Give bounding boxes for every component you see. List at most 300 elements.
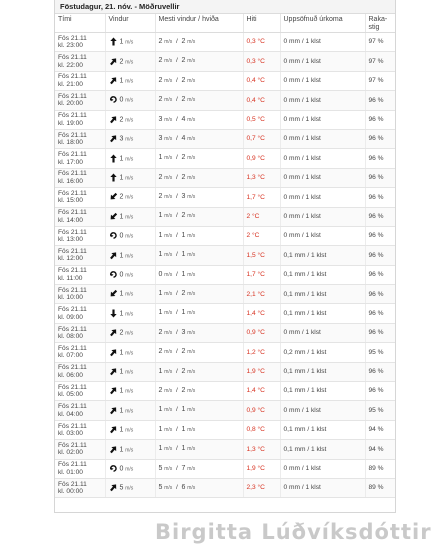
wind-cell bbox=[105, 149, 155, 168]
precipitation-cell: 0 mm / 1 klst bbox=[280, 226, 365, 245]
hour-text: kl. 23:00 bbox=[58, 42, 83, 50]
gust-wind-unit: m/s bbox=[187, 446, 196, 453]
gust-wind: 1 bbox=[181, 270, 186, 278]
time-cell bbox=[55, 382, 105, 401]
gust-wind: 2 bbox=[181, 212, 186, 220]
wind-unit: m/s bbox=[125, 175, 134, 182]
gust-wind: 1 bbox=[181, 406, 186, 414]
mean-wind: 2 bbox=[158, 173, 163, 181]
humidity-header-line1: Raka- bbox=[368, 16, 388, 23]
gust-wind: 2 bbox=[181, 348, 186, 356]
mean-wind-unit: m/s bbox=[164, 194, 173, 201]
wind-cell bbox=[105, 382, 155, 401]
temperature-cell: 0,9 °C bbox=[243, 149, 280, 168]
date-text: Fös 21.11 bbox=[58, 189, 87, 197]
humidity-cell: 96 % bbox=[365, 362, 395, 381]
temperature-cell: 2,3 °C bbox=[243, 478, 280, 497]
precipitation-cell: 0 mm / 1 klst bbox=[280, 207, 365, 226]
gust-wind: 1 bbox=[181, 251, 186, 259]
mean-wind: 5 bbox=[158, 464, 163, 472]
mean-wind: 0 bbox=[158, 270, 163, 278]
table-row bbox=[55, 246, 395, 265]
gust-wind: 2 bbox=[181, 57, 186, 65]
precipitation-cell: 0 mm / 1 klst bbox=[280, 149, 365, 168]
date-text: Fös 21.11 bbox=[58, 306, 87, 314]
precipitation-cell: 0,1 mm / 1 klst bbox=[280, 382, 365, 401]
table-row bbox=[55, 226, 395, 245]
time-cell bbox=[55, 265, 105, 284]
temperature-cell: 1,4 °C bbox=[243, 382, 280, 401]
precipitation-cell: 0 mm / 1 klst bbox=[280, 478, 365, 497]
gust-cell: 1 m/s / 2 m/s bbox=[155, 285, 243, 304]
wind-speed: 1 bbox=[119, 154, 124, 162]
mean-wind-unit: m/s bbox=[164, 38, 173, 45]
table-row bbox=[55, 91, 395, 110]
gust-wind: 2 bbox=[181, 386, 186, 394]
wind-unit: m/s bbox=[125, 194, 134, 201]
date-text: Fös 21.11 bbox=[58, 267, 87, 275]
precipitation-cell: 0 mm / 1 klst bbox=[280, 168, 365, 187]
precipitation-cell: 0,1 mm / 1 klst bbox=[280, 285, 365, 304]
mean-wind: 5 bbox=[158, 483, 163, 491]
mean-wind: 2 bbox=[158, 348, 163, 356]
wind-cell bbox=[105, 188, 155, 207]
gust-cell: 1 m/s / 1 m/s bbox=[155, 246, 243, 265]
date-text: Fös 21.11 bbox=[58, 344, 87, 352]
wind-speed: 1 bbox=[119, 310, 124, 318]
date-text: Fös 21.11 bbox=[58, 92, 87, 100]
wind-cell bbox=[105, 285, 155, 304]
mean-wind: 3 bbox=[158, 134, 163, 142]
gust-wind-unit: m/s bbox=[187, 194, 196, 201]
wind-cell bbox=[105, 440, 155, 459]
wind-speed: 2 bbox=[119, 193, 124, 201]
wind-speed: 1 bbox=[119, 38, 124, 46]
time-cell bbox=[55, 304, 105, 323]
humidity-cell: 97 % bbox=[365, 71, 395, 90]
date-text: Fös 21.11 bbox=[58, 54, 87, 62]
mean-wind-unit: m/s bbox=[164, 465, 173, 472]
mean-wind-unit: m/s bbox=[164, 77, 173, 84]
table-row bbox=[55, 33, 395, 52]
precipitation-cell: 0,1 mm / 1 klst bbox=[280, 362, 365, 381]
gust-wind-unit: m/s bbox=[187, 329, 196, 336]
wind-direction-arrow-icon bbox=[109, 289, 118, 298]
wind-cell bbox=[105, 323, 155, 342]
wind-direction-arrow-icon bbox=[109, 445, 118, 454]
wind-cell bbox=[105, 52, 155, 71]
gust-wind: 4 bbox=[181, 115, 186, 123]
gust-wind: 2 bbox=[181, 37, 186, 45]
mean-wind-unit: m/s bbox=[164, 407, 173, 414]
wind-speed: 0 bbox=[119, 96, 124, 104]
table-row bbox=[55, 343, 395, 362]
mean-wind: 2 bbox=[158, 57, 163, 65]
date-text: Fös 21.11 bbox=[58, 247, 87, 255]
temperature-cell: 1,5 °C bbox=[243, 246, 280, 265]
table-header-row bbox=[55, 14, 395, 33]
wind-unit: m/s bbox=[125, 446, 134, 453]
wind-speed: 1 bbox=[119, 387, 124, 395]
temperature-cell: 0,5 °C bbox=[243, 110, 280, 129]
col-header-precip[interactable]: Uppsöfnuð úrkoma bbox=[280, 14, 365, 33]
wind-cell bbox=[105, 168, 155, 187]
calm-wind-icon bbox=[109, 270, 118, 279]
calm-wind-icon bbox=[109, 95, 118, 104]
gust-wind-unit: m/s bbox=[187, 407, 196, 414]
gust-cell: 2 m/s / 2 m/s bbox=[155, 343, 243, 362]
wind-direction-arrow-icon bbox=[109, 309, 118, 318]
temperature-cell: 0,4 °C bbox=[243, 91, 280, 110]
gust-wind: 7 bbox=[181, 464, 186, 472]
calm-wind-icon bbox=[109, 231, 118, 240]
wind-direction-arrow-icon bbox=[109, 348, 118, 357]
date-text: Fös 21.11 bbox=[58, 170, 87, 178]
humidity-cell: 96 % bbox=[365, 246, 395, 265]
table-row bbox=[55, 207, 395, 226]
hour-text: kl. 14:00 bbox=[58, 216, 83, 224]
time-cell bbox=[55, 188, 105, 207]
hour-text: kl. 16:00 bbox=[58, 177, 83, 185]
temperature-cell: 2,1 °C bbox=[243, 285, 280, 304]
time-cell bbox=[55, 478, 105, 497]
col-header-temp[interactable]: Hiti bbox=[243, 14, 280, 33]
mean-wind-unit: m/s bbox=[164, 116, 173, 123]
mean-wind-unit: m/s bbox=[164, 446, 173, 453]
hour-text: kl. 15:00 bbox=[58, 197, 83, 205]
humidity-cell: 96 % bbox=[365, 188, 395, 207]
wind-speed: 0 bbox=[119, 271, 124, 279]
time-cell bbox=[55, 168, 105, 187]
wind-direction-arrow-icon bbox=[109, 328, 118, 337]
gust-cell: 2 m/s / 2 m/s bbox=[155, 382, 243, 401]
mean-wind: 2 bbox=[158, 96, 163, 104]
gust-wind-unit: m/s bbox=[187, 291, 196, 298]
mean-wind: 1 bbox=[158, 445, 163, 453]
time-cell bbox=[55, 246, 105, 265]
wind-unit: m/s bbox=[125, 330, 134, 337]
precipitation-cell: 0,1 mm / 1 klst bbox=[280, 246, 365, 265]
temperature-cell: 2 °C bbox=[243, 207, 280, 226]
gust-cell: 1 m/s / 1 m/s bbox=[155, 304, 243, 323]
gust-wind-unit: m/s bbox=[187, 174, 196, 181]
hour-text: kl. 05:00 bbox=[58, 391, 83, 399]
precipitation-cell: 0 mm / 1 klst bbox=[280, 91, 365, 110]
gust-cell: 3 m/s / 4 m/s bbox=[155, 110, 243, 129]
wind-speed: 2 bbox=[119, 329, 124, 337]
table-row bbox=[55, 265, 395, 284]
time-cell bbox=[55, 52, 105, 71]
time-cell bbox=[55, 285, 105, 304]
table-title: Föstudagur, 21. nóv. - Möðruvellir bbox=[55, 0, 395, 14]
wind-speed: 1 bbox=[119, 251, 124, 259]
wind-speed: 1 bbox=[119, 445, 124, 453]
date-text: Fös 21.11 bbox=[58, 151, 87, 159]
table-row bbox=[55, 304, 395, 323]
time-cell bbox=[55, 129, 105, 148]
wind-unit: m/s bbox=[125, 388, 134, 395]
date-text: Fös 21.11 bbox=[58, 286, 87, 294]
gust-cell: 1 m/s / 2 m/s bbox=[155, 149, 243, 168]
date-text: Fös 21.11 bbox=[58, 112, 87, 120]
gust-wind: 1 bbox=[181, 309, 186, 317]
temperature-cell: 1,3 °C bbox=[243, 440, 280, 459]
precipitation-cell: 0 mm / 1 klst bbox=[280, 401, 365, 420]
temperature-cell: 1,7 °C bbox=[243, 188, 280, 207]
mean-wind-unit: m/s bbox=[164, 291, 173, 298]
humidity-cell: 96 % bbox=[365, 168, 395, 187]
gust-wind-unit: m/s bbox=[187, 310, 196, 317]
humidity-cell: 96 % bbox=[365, 207, 395, 226]
mean-wind-unit: m/s bbox=[164, 232, 173, 239]
temperature-cell: 1,3 °C bbox=[243, 168, 280, 187]
humidity-cell: 95 % bbox=[365, 401, 395, 420]
table-row bbox=[55, 168, 395, 187]
mean-wind-unit: m/s bbox=[164, 426, 173, 433]
mean-wind: 2 bbox=[158, 328, 163, 336]
wind-direction-arrow-icon bbox=[109, 483, 118, 492]
gust-cell: 2 m/s / 2 m/s bbox=[155, 91, 243, 110]
humidity-cell: 96 % bbox=[365, 226, 395, 245]
mean-wind-unit: m/s bbox=[164, 349, 173, 356]
hour-text: kl. 00:00 bbox=[58, 488, 83, 496]
table-row bbox=[55, 362, 395, 381]
gust-cell: 2 m/s / 2 m/s bbox=[155, 33, 243, 52]
mean-wind: 2 bbox=[158, 76, 163, 84]
gust-cell: 5 m/s / 6 m/s bbox=[155, 478, 243, 497]
mean-wind-unit: m/s bbox=[164, 155, 173, 162]
mean-wind: 2 bbox=[158, 386, 163, 394]
wind-direction-arrow-icon bbox=[109, 425, 118, 434]
gust-wind-unit: m/s bbox=[187, 252, 196, 259]
table-row bbox=[55, 52, 395, 71]
wind-unit: m/s bbox=[125, 214, 134, 221]
table-row bbox=[55, 285, 395, 304]
gust-wind: 1 bbox=[181, 445, 186, 453]
temperature-cell: 1,2 °C bbox=[243, 343, 280, 362]
temperature-cell: 0,4 °C bbox=[243, 71, 280, 90]
gust-wind-unit: m/s bbox=[187, 368, 196, 375]
wind-direction-arrow-icon bbox=[109, 154, 118, 163]
wind-speed: 1 bbox=[119, 174, 124, 182]
humidity-cell: 94 % bbox=[365, 440, 395, 459]
gust-cell: 2 m/s / 3 m/s bbox=[155, 323, 243, 342]
table-body bbox=[55, 33, 395, 498]
table-row bbox=[55, 382, 395, 401]
humidity-cell: 97 % bbox=[365, 33, 395, 52]
wind-speed: 1 bbox=[119, 77, 124, 85]
wind-cell bbox=[105, 33, 155, 52]
wind-cell bbox=[105, 459, 155, 478]
precipitation-cell: 0 mm / 1 klst bbox=[280, 188, 365, 207]
gust-wind-unit: m/s bbox=[187, 58, 196, 65]
date-text: Fös 21.11 bbox=[58, 383, 87, 391]
gust-cell: 2 m/s / 2 m/s bbox=[155, 71, 243, 90]
mean-wind: 1 bbox=[158, 251, 163, 259]
wind-unit: m/s bbox=[125, 349, 134, 356]
gust-wind: 3 bbox=[181, 328, 186, 336]
mean-wind-unit: m/s bbox=[164, 97, 173, 104]
temperature-cell: 0,7 °C bbox=[243, 129, 280, 148]
hour-text: kl. 06:00 bbox=[58, 371, 83, 379]
temperature-cell: 0,9 °C bbox=[243, 323, 280, 342]
mean-wind: 1 bbox=[158, 406, 163, 414]
mean-wind: 1 bbox=[158, 290, 163, 298]
gust-wind: 6 bbox=[181, 483, 186, 491]
wind-unit: m/s bbox=[125, 58, 134, 65]
wind-cell bbox=[105, 110, 155, 129]
gust-wind: 4 bbox=[181, 134, 186, 142]
date-text: Fös 21.11 bbox=[58, 209, 87, 217]
wind-unit: m/s bbox=[125, 117, 134, 124]
gust-wind-unit: m/s bbox=[187, 135, 196, 142]
humidity-cell: 96 % bbox=[365, 304, 395, 323]
wind-unit: m/s bbox=[125, 155, 134, 162]
hour-text: kl. 11:00 bbox=[58, 274, 83, 282]
wind-direction-arrow-icon bbox=[109, 57, 118, 66]
hour-text: kl. 07:00 bbox=[58, 352, 83, 360]
hour-text: kl. 12:00 bbox=[58, 255, 83, 263]
wind-direction-arrow-icon bbox=[109, 115, 118, 124]
weather-table bbox=[55, 14, 395, 498]
mean-wind: 1 bbox=[158, 309, 163, 317]
gust-wind: 2 bbox=[181, 76, 186, 84]
humidity-cell: 96 % bbox=[365, 382, 395, 401]
precipitation-cell: 0,1 mm / 1 klst bbox=[280, 265, 365, 284]
mean-wind-unit: m/s bbox=[164, 174, 173, 181]
hour-text: kl. 20:00 bbox=[58, 100, 83, 108]
humidity-cell: 96 % bbox=[365, 129, 395, 148]
wind-unit: m/s bbox=[125, 97, 134, 104]
time-cell bbox=[55, 91, 105, 110]
date-text: Fös 21.11 bbox=[58, 325, 87, 333]
gust-cell: 1 m/s / 1 m/s bbox=[155, 440, 243, 459]
temperature-cell: 2 °C bbox=[243, 226, 280, 245]
date-text: Fös 21.11 bbox=[58, 480, 87, 488]
col-header-wind[interactable]: Vindur bbox=[105, 14, 155, 33]
watermark-signature: Birgitta Lúðvíksdóttir bbox=[155, 520, 432, 544]
wind-speed: 1 bbox=[119, 406, 124, 414]
mean-wind: 2 bbox=[158, 193, 163, 201]
humidity-cell: 89 % bbox=[365, 459, 395, 478]
wind-cell bbox=[105, 478, 155, 497]
gust-wind-unit: m/s bbox=[187, 155, 196, 162]
mean-wind-unit: m/s bbox=[164, 484, 173, 491]
humidity-cell: 89 % bbox=[365, 478, 395, 497]
gust-cell: 3 m/s / 4 m/s bbox=[155, 129, 243, 148]
precipitation-cell: 0 mm / 1 klst bbox=[280, 71, 365, 90]
gust-cell: 1 m/s / 2 m/s bbox=[155, 362, 243, 381]
mean-wind: 1 bbox=[158, 154, 163, 162]
time-cell bbox=[55, 362, 105, 381]
table-row bbox=[55, 440, 395, 459]
wind-speed: 3 bbox=[119, 135, 124, 143]
col-header-time[interactable]: Tími bbox=[55, 14, 105, 33]
col-header-humidity[interactable] bbox=[365, 14, 395, 33]
wind-speed: 1 bbox=[119, 368, 124, 376]
mean-wind-unit: m/s bbox=[164, 58, 173, 65]
time-cell bbox=[55, 420, 105, 439]
hour-text: kl. 10:00 bbox=[58, 294, 83, 302]
table-row bbox=[55, 71, 395, 90]
hour-text: kl. 08:00 bbox=[58, 333, 83, 341]
wind-cell bbox=[105, 71, 155, 90]
table-row bbox=[55, 478, 395, 497]
wind-speed: 2 bbox=[119, 57, 124, 65]
gust-wind: 2 bbox=[181, 173, 186, 181]
wind-direction-arrow-icon bbox=[109, 134, 118, 143]
mean-wind-unit: m/s bbox=[164, 213, 173, 220]
time-cell bbox=[55, 401, 105, 420]
gust-cell: 1 m/s / 1 m/s bbox=[155, 401, 243, 420]
gust-wind-unit: m/s bbox=[187, 426, 196, 433]
wind-speed: 1 bbox=[119, 213, 124, 221]
table-row bbox=[55, 323, 395, 342]
wind-direction-arrow-icon bbox=[109, 212, 118, 221]
mean-wind-unit: m/s bbox=[164, 271, 173, 278]
wind-cell bbox=[105, 343, 155, 362]
temperature-cell: 1,7 °C bbox=[243, 265, 280, 284]
humidity-header-line2: stig bbox=[368, 24, 380, 31]
temperature-cell: 1,9 °C bbox=[243, 362, 280, 381]
gust-wind-unit: m/s bbox=[187, 97, 196, 104]
wind-unit: m/s bbox=[125, 369, 134, 376]
wind-direction-arrow-icon bbox=[109, 76, 118, 85]
wind-unit: m/s bbox=[125, 427, 134, 434]
gust-wind-unit: m/s bbox=[187, 38, 196, 45]
table-row bbox=[55, 188, 395, 207]
col-header-gust[interactable]: Mesti vindur / hviða bbox=[155, 14, 243, 33]
wind-cell bbox=[105, 362, 155, 381]
weather-table-panel bbox=[54, 0, 396, 513]
wind-unit: m/s bbox=[125, 233, 134, 240]
table-row bbox=[55, 420, 395, 439]
date-text: Fös 21.11 bbox=[58, 228, 87, 236]
time-cell bbox=[55, 149, 105, 168]
gust-cell: 1 m/s / 1 m/s bbox=[155, 226, 243, 245]
wind-speed: 1 bbox=[119, 290, 124, 298]
wind-direction-arrow-icon bbox=[109, 367, 118, 376]
time-cell bbox=[55, 33, 105, 52]
date-text: Fös 21.11 bbox=[58, 441, 87, 449]
mean-wind-unit: m/s bbox=[164, 387, 173, 394]
hour-text: kl. 18:00 bbox=[58, 139, 83, 147]
humidity-cell: 96 % bbox=[365, 149, 395, 168]
time-cell bbox=[55, 459, 105, 478]
time-cell bbox=[55, 323, 105, 342]
humidity-cell: 96 % bbox=[365, 285, 395, 304]
wind-cell bbox=[105, 265, 155, 284]
temperature-cell: 0,3 °C bbox=[243, 33, 280, 52]
wind-unit: m/s bbox=[125, 466, 134, 473]
temperature-cell: 0,9 °C bbox=[243, 401, 280, 420]
gust-wind-unit: m/s bbox=[187, 116, 196, 123]
precipitation-cell: 0,2 mm / 1 klst bbox=[280, 343, 365, 362]
gust-wind: 1 bbox=[181, 425, 186, 433]
hour-text: kl. 04:00 bbox=[58, 410, 83, 418]
wind-unit: m/s bbox=[125, 485, 134, 492]
precipitation-cell: 0 mm / 1 klst bbox=[280, 459, 365, 478]
humidity-cell: 96 % bbox=[365, 323, 395, 342]
wind-cell bbox=[105, 401, 155, 420]
wind-speed: 5 bbox=[119, 484, 124, 492]
gust-wind: 1 bbox=[181, 231, 186, 239]
wind-direction-arrow-icon bbox=[109, 386, 118, 395]
gust-cell: 1 m/s / 2 m/s bbox=[155, 207, 243, 226]
gust-wind-unit: m/s bbox=[187, 271, 196, 278]
wind-unit: m/s bbox=[125, 136, 134, 143]
wind-speed: 1 bbox=[119, 426, 124, 434]
